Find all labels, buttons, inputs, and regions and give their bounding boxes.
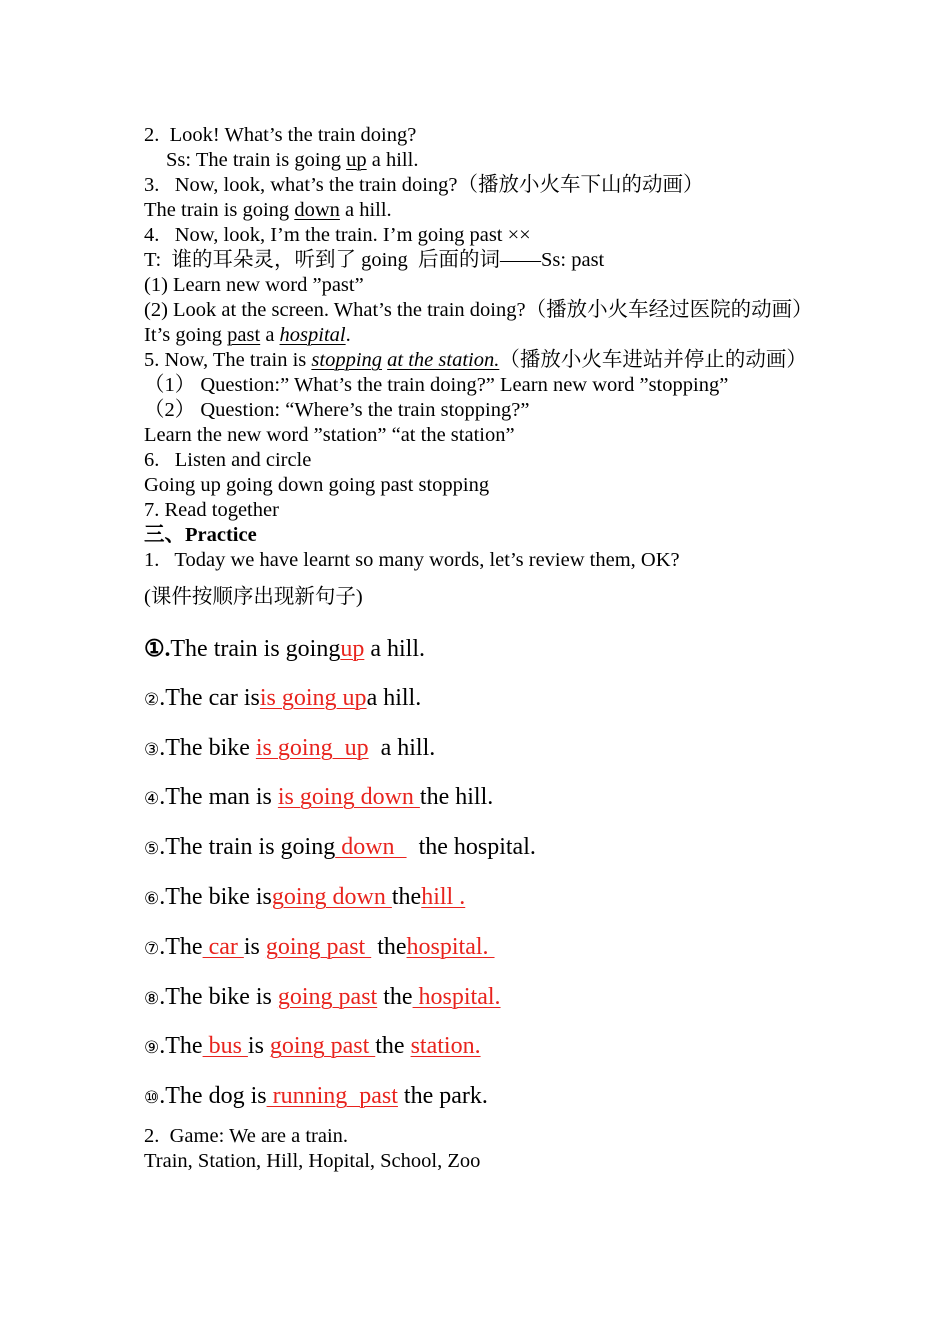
learn-station-line: Learn the new word ”station” “at the station” [144,424,515,446]
exercise-4: ④.The man is is going down the hill. [144,784,494,811]
look-screen-line: (2) Look at the screen. What’s the train doing?（播放小火车经过医院的动画） [144,299,813,321]
step-7-line: 7. Read together [144,499,279,521]
exercise-7: ⑦.The car is going past thehospital. [144,933,495,960]
question-2-line: （2） Question: “Where’s the train stopping?” [144,399,530,421]
exercise-10: ⑩.The dog is running past the park. [144,1083,488,1110]
word-list-line: Train, Station, Hill, Hopital, School, Zoo [144,1149,481,1172]
exercise-2: ②.The car isis going upa hill. [144,684,422,711]
practice-heading: 三、Practice [144,524,257,546]
circle-words-line: Going up going down going past stopping [144,474,490,496]
answer-down: The train is going down a hill. [144,199,392,221]
courseware-note: (课件按顺序出现新句子) [144,586,363,608]
step-5-line: 5. Now, The train is stopping at the station.（播放小火车进站并停止的动画） [144,349,807,371]
exercise-6: ⑥.The bike isgoing down thehill . [144,883,466,910]
exercise-3: ③.The bike is going up a hill. [144,734,436,761]
teacher-line: T: 谁的耳朵灵，听到了 going 后面的词——Ss: past [144,249,605,271]
learn-past-line: (1) Learn new word ”past” [144,274,364,296]
step-2-line: 2. Look! What’s the train doing? [144,124,417,146]
review-line: 1. Today we have learnt so many words, let’s review them, OK? [144,549,680,571]
document-page [144,123,824,1174]
step-6-line: 6. Listen and circle [144,449,312,471]
exercise-8: ⑧.The bike is going past the hospital. [144,983,501,1010]
step-4-line: 4. Now, look, I’m the train. I’m going past ×× [144,224,531,246]
student-answer-up: Ss: The train is going up a hill. [166,149,419,171]
exercise-1: ①.The train is goingup a hill. [144,636,425,662]
game-line: 2. Game: We are a train. [144,1124,349,1147]
step-3-line: 3. Now, look, what’s the train doing?（播放小火车下山的动画） [144,174,704,196]
question-1-line: （1） Question:” What’s the train doing?” Learn new word ”stopping” [144,374,729,396]
going-past-hospital: It’s going past a hospital. [144,324,351,346]
exercise-9: ⑨.The bus is going past the station. [144,1033,481,1060]
exercise-5: ⑤.The train is going down the hospital. [144,834,536,861]
